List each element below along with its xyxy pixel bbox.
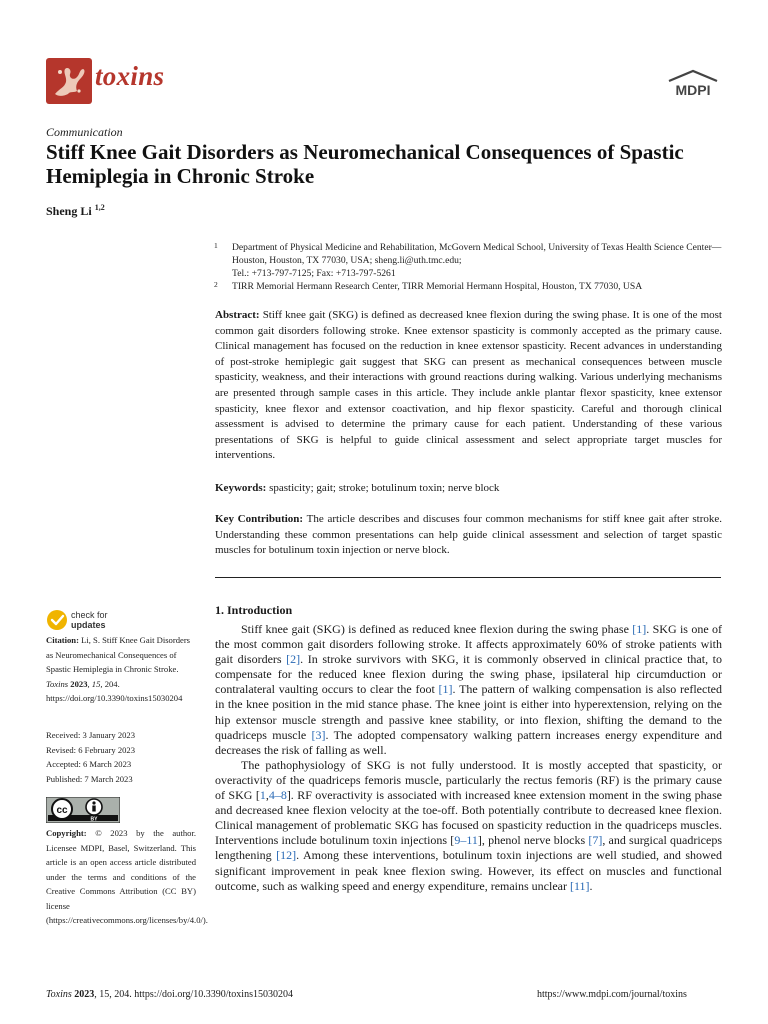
affiliation-2 [214, 281, 724, 294]
paragraph-text: . SKG is one of the most common gait disorders following stroke. It affects approximately 60% of stroke patients with gait disorders [215, 622, 723, 667]
keywords [215, 481, 722, 497]
paragraph-text: ], phenol nerve blocks [477, 833, 589, 848]
author-affiliation-marks: 1,2 [94, 203, 105, 212]
reference-link[interactable]: [2] [286, 652, 301, 667]
paragraph-1 [215, 622, 722, 758]
paragraph-text: . Among these interventions, botulinum toxin injections are well studied, and showed significant improvement in peak knee flexion swing. However, its effect on muscles and functional outcome, such as walking speed and energy expenditure, remains unclear [215, 848, 723, 893]
paragraph-text: The pathophysiology of SKG is not fully understood. It is mostly accepted that spasticity, or overactivity of the quadriceps femoris muscle, particularly the rectus femoris (RF) is the primary cause of SKG [ [215, 757, 722, 803]
accepted-date: Accepted: 6 March 2023 [46, 759, 132, 769]
footer-doi[interactable]: , 15, 204. https://doi.org/10.3390/toxins15030204 [94, 989, 293, 1000]
affiliation-number: 1 [214, 241, 218, 250]
reference-link[interactable]: [7] [588, 833, 603, 848]
paragraph-text: . The pattern of walking compensation is also reflected in the knee position in the mid stance phase. The knee joint is either into hyperextension, relying on the hip extensor muscle strength and passive knee stability, or into flexion, shifting the demand to the quadriceps muscle [215, 682, 722, 742]
check-circle-icon [47, 610, 67, 630]
citation-volume: , 15, [87, 678, 103, 689]
affiliation-text: TIRR Memorial Hermann Research Center, TIRR Memorial Hermann Hospital, Houston, TX 77030, USA [232, 281, 643, 292]
affiliation-text: Department of Physical Medicine and Rehabilitation, McGovern Medical School, University of Texas Health Science Center—Houston, Houston, TX 77030, USA; sheng.li@uth.tmc.edu; [232, 242, 722, 266]
journal-name: toxins [95, 61, 165, 91]
mdpi-logo-icon [665, 69, 721, 105]
author[interactable] [46, 203, 105, 219]
copyright-text: © 2023 by the author. Licensee MDPI, Basel, Switzerland. This article is an open access article distributed under the terms and conditions of the Creative Commons Attribution (CC BY) license (https://creativecommons.org/licenses/by/4.0/). [46, 828, 208, 925]
affiliation-contact [214, 268, 724, 281]
abstract-label: Abstract: [215, 309, 260, 321]
footer-journal: Toxins [46, 989, 72, 1000]
citation-journal: Toxins [46, 678, 69, 689]
by-text: BY [90, 816, 98, 823]
paragraph-text: , and surgical quadriceps lengthening [215, 833, 723, 863]
revised-date: Revised: 6 February 2023 [46, 744, 136, 755]
footer-year: 2023 [74, 989, 95, 1000]
check-label: check for [71, 610, 108, 620]
section-divider [215, 577, 721, 578]
paragraph-text: ]. RF overactivity is associated with increased knee extension moment in the swing phase and decreased knee flexion velocity at the toe-off. Both potentially contribute to decreased knee flexion. Clinical management of problematic SKG has focused on spasticity reduction in the quadriceps muscles. Interventions include botulinum toxin injections [ [215, 788, 722, 848]
cc-by-license-icon[interactable] [46, 797, 120, 823]
abstract [215, 308, 722, 464]
publisher-name: MDPI [675, 82, 711, 98]
citation-text: Li, S. Stiff Knee Gait Disorders as Neuromechanical Consequences of Spastic Hemiplegia in Chronic Stroke. [46, 635, 191, 674]
paragraph-text: . The adopted compensatory walking pattern increases energy expenditure and decreases the risk of falling as well. [215, 727, 723, 757]
toxins-logo-icon [46, 58, 92, 104]
citation-label: Citation: [46, 635, 79, 645]
reference-link[interactable]: [11] [570, 878, 590, 893]
section-heading: 1. Introduction [215, 603, 293, 617]
paragraph-2 [215, 758, 722, 894]
reference-link[interactable]: 4–8 [268, 788, 287, 803]
keywords-label: Keywords: [215, 482, 267, 494]
reference-link[interactable]: 9–11 [454, 833, 478, 848]
reference-link[interactable]: 1 [259, 788, 266, 803]
citation [46, 633, 196, 706]
copyright-label: Copyright: [46, 828, 87, 838]
copyright [46, 826, 208, 928]
abstract-text: Stiff knee gait (SKG) is defined as decreased knee flexion during the swing phase. It is one of the most common gait disorders following stroke. Knee extensor spasticity is commonly accepted as the primary cause. Clinical management has focused on the reduction in knee extensor spasticity. Recent advances in understanding of post-stroke hemiplegic gait suggest that SKG can present as mechanical consequences between muscle spasticity, weakness, and their interactions with ground reactions during walking. Various underlying mechanisms are presented through sample cases in this article. They include ankle plantar flexor spasticity, knee extensor spasticity, knee flexor and extensor coactivation, and hip flexor spasticity. Careful and thorough clinical assessment is advised to determine the primary cause for each patient. Understanding of these various presentations of SKG is helpful to guide clinical assessment and select appropriate target muscles for interventions. [215, 309, 722, 462]
keywords-text: spasticity; gait; stroke; botulinum toxin; nerve block [269, 482, 500, 494]
paragraph-text: , [265, 788, 269, 803]
received-date: Received: 3 January 2023 [46, 730, 136, 740]
citation-year: 2023 [70, 678, 88, 689]
key-contribution-text: The article describes and discuses four common mechanisms for stiff knee gait after stroke. Understanding these common presentations can help guide clinical assessment and selection of target spastic muscles for botulinum toxin injection or nerve block. [215, 513, 723, 557]
updates-label: updates [71, 620, 106, 630]
reference-link[interactable]: [1] [632, 622, 647, 636]
paragraph-text: . In stroke survivors with SKG, it is commonly observed in clinical practice that, to compensate for the reduced knee flexion during the swing phase, ipsilateral hip circumduction or contralateral vaulting occurs to clear the foot [215, 652, 722, 697]
key-contribution-label: Key Contribution: [215, 513, 304, 525]
article-type: Communication [46, 125, 123, 139]
paragraph-text: . [589, 878, 593, 893]
citation-doi[interactable]: 204. https://doi.org/10.3390/toxins15030204 [46, 678, 183, 703]
reference-link[interactable]: [12] [276, 848, 297, 863]
cc-text: cc [56, 805, 68, 816]
affiliation-number: 2 [214, 280, 218, 289]
affiliation-text: Tel.: +713-797-7125; Fax: +713-797-5261 [232, 268, 396, 279]
section-body [215, 622, 722, 894]
footer-url[interactable]: https://www.mdpi.com/journal/toxins [537, 989, 687, 1000]
dates [46, 728, 196, 786]
key-contribution [215, 512, 722, 559]
author-name[interactable]: Sheng Li [46, 204, 92, 218]
affiliation-1 [214, 242, 724, 267]
reference-link[interactable]: [1] [438, 682, 453, 697]
footer-citation [46, 989, 293, 1000]
paragraph-text: Stiff knee gait (SKG) is defined as reduced knee flexion during the swing phase [241, 622, 633, 636]
check-for-updates-badge[interactable] [46, 608, 166, 632]
reference-link[interactable]: [3] [311, 727, 326, 742]
published-date: Published: 7 March 2023 [46, 773, 133, 784]
article-title: Stiff Knee Gait Disorders as Neuromechanical Consequences of Spastic Hemiplegia in Chronic Stroke [46, 140, 684, 188]
